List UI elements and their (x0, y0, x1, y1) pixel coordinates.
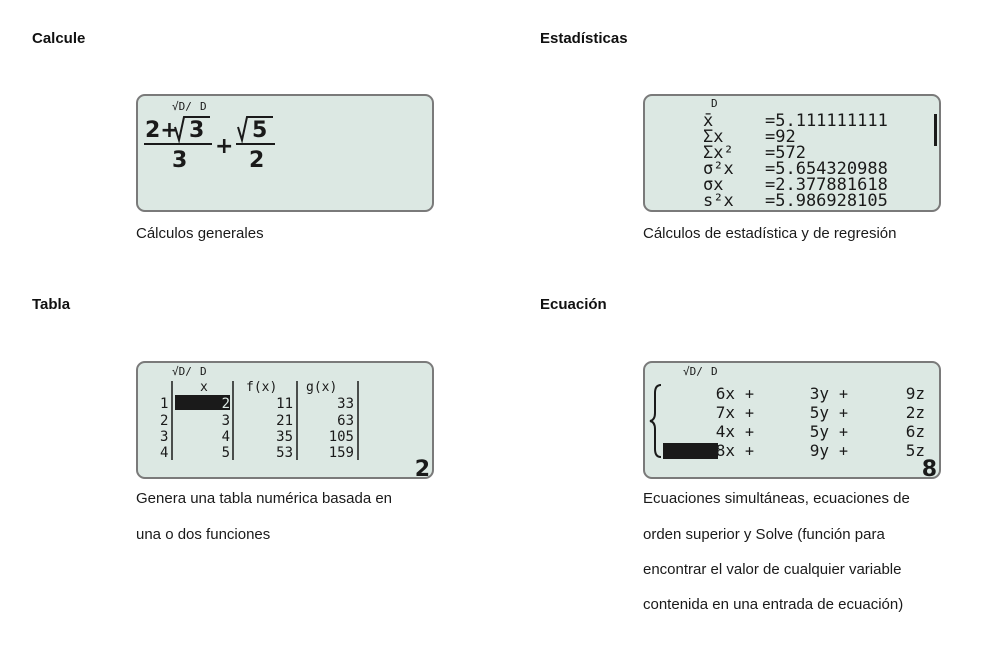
fraction1-num-rad: 3 (189, 118, 205, 143)
caption-line: una o dos funciones (136, 526, 271, 543)
fraction2-den: 2 (249, 148, 265, 173)
d-indicator: D (711, 365, 718, 378)
caption-line: encontrar el valor de cualquier variable (643, 561, 902, 578)
table-header-g: g(x) (306, 380, 338, 395)
table-header-f: f(x) (246, 380, 278, 395)
plus-sign: + (215, 134, 234, 159)
svg-text:+: + (839, 404, 849, 422)
svg-text:5y: 5y (809, 403, 829, 422)
svg-text:5: 5 (221, 445, 230, 461)
caption-calcule: Cálculos generales (136, 225, 264, 242)
table-row (160, 429, 354, 445)
stat-label: Σx (703, 127, 724, 147)
equation-row (716, 441, 925, 460)
math-indicator: √D/ (172, 365, 192, 378)
fraction1-num-int: 2+ (145, 118, 179, 143)
stat-label: σx (703, 175, 724, 195)
d-indicator: D (200, 100, 207, 113)
system-brace (650, 385, 661, 457)
caption-line: Genera una tabla numérica basada en (136, 490, 393, 507)
section-heading-calcule: Calcule (32, 30, 86, 47)
math-indicator: √D/ (172, 100, 192, 113)
svg-text:63: 63 (337, 413, 354, 429)
svg-text:9y: 9y (809, 441, 829, 460)
stat-value: =2.377881618 (765, 175, 888, 195)
svg-text:3: 3 (160, 429, 169, 445)
d-indicator: D (200, 365, 207, 378)
svg-text:11: 11 (276, 396, 293, 412)
table-header-x: x (200, 380, 208, 395)
svg-text:+: + (745, 442, 755, 460)
caption-estadisticas: Cálculos de estadística y de regresión (643, 225, 897, 242)
stats-labels (703, 111, 734, 211)
svg-text:+: + (839, 385, 849, 403)
svg-text:+: + (839, 423, 849, 441)
stat-label: Σx² (703, 143, 734, 163)
svg-text:4: 4 (221, 429, 230, 445)
stat-value: =5.654320988 (765, 159, 888, 179)
d-indicator: D (711, 97, 718, 110)
svg-text:+: + (839, 442, 849, 460)
equation-row (716, 422, 925, 441)
lcd-calcule (136, 94, 434, 212)
stat-value: =5.111111111 (765, 111, 888, 131)
lcd-estadisticas (643, 94, 941, 212)
big-value-display: 2 (414, 457, 430, 481)
scrollbar-indicator (934, 114, 937, 146)
svg-text:7x: 7x (715, 403, 735, 422)
equation-row (716, 384, 925, 403)
svg-text:1: 1 (160, 396, 169, 412)
caption-line: contenida en una entrada de ecuación) (643, 596, 904, 613)
svg-text:6z: 6z (905, 422, 925, 441)
lcd-ecuacion (643, 361, 941, 479)
svg-text:+: + (745, 423, 755, 441)
fraction2-num-rad: 5 (252, 118, 268, 143)
equation-row (716, 403, 925, 422)
stat-label: x̄ (703, 111, 714, 131)
svg-text:9z: 9z (905, 384, 925, 403)
stat-value: =572 (765, 143, 806, 163)
svg-text:2: 2 (160, 413, 169, 429)
svg-text:3: 3 (221, 413, 230, 429)
svg-text:105: 105 (328, 429, 354, 445)
section-heading-tabla: Tabla (32, 296, 71, 313)
svg-text:+: + (745, 404, 755, 422)
big-value-display: 8 (921, 457, 937, 481)
svg-text:33: 33 (337, 396, 354, 412)
stats-values (765, 111, 888, 211)
section-heading-ecuacion: Ecuación (540, 296, 607, 313)
svg-text:35: 35 (276, 429, 293, 445)
svg-text:21: 21 (276, 413, 293, 429)
svg-text:5y: 5y (809, 422, 829, 441)
section-heading-estadisticas: Estadísticas (540, 30, 628, 47)
stat-value: =5.986928105 (765, 191, 888, 211)
svg-text:8x: 8x (715, 441, 735, 460)
svg-text:2: 2 (221, 396, 230, 412)
stat-label: s²x (703, 191, 734, 211)
svg-text:6x: 6x (715, 384, 735, 403)
fraction1-den: 3 (172, 148, 188, 173)
math-indicator: √D/ (683, 365, 703, 378)
stat-value: =92 (765, 127, 796, 147)
svg-text:53: 53 (276, 445, 293, 461)
equation-cursor (663, 443, 718, 459)
lcd-tabla (136, 361, 434, 479)
svg-text:5z: 5z (905, 441, 925, 460)
stat-label: σ²x (703, 159, 734, 179)
svg-text:4x: 4x (715, 422, 735, 441)
svg-text:+: + (745, 385, 755, 403)
svg-text:2z: 2z (905, 403, 925, 422)
svg-text:159: 159 (328, 445, 354, 461)
caption-line: orden superior y Solve (función para (643, 526, 885, 543)
table-row (160, 413, 354, 429)
svg-text:4: 4 (160, 445, 169, 461)
svg-text:3y: 3y (809, 384, 829, 403)
caption-line: Ecuaciones simultáneas, ecuaciones de (643, 490, 910, 507)
table-row (160, 445, 354, 461)
